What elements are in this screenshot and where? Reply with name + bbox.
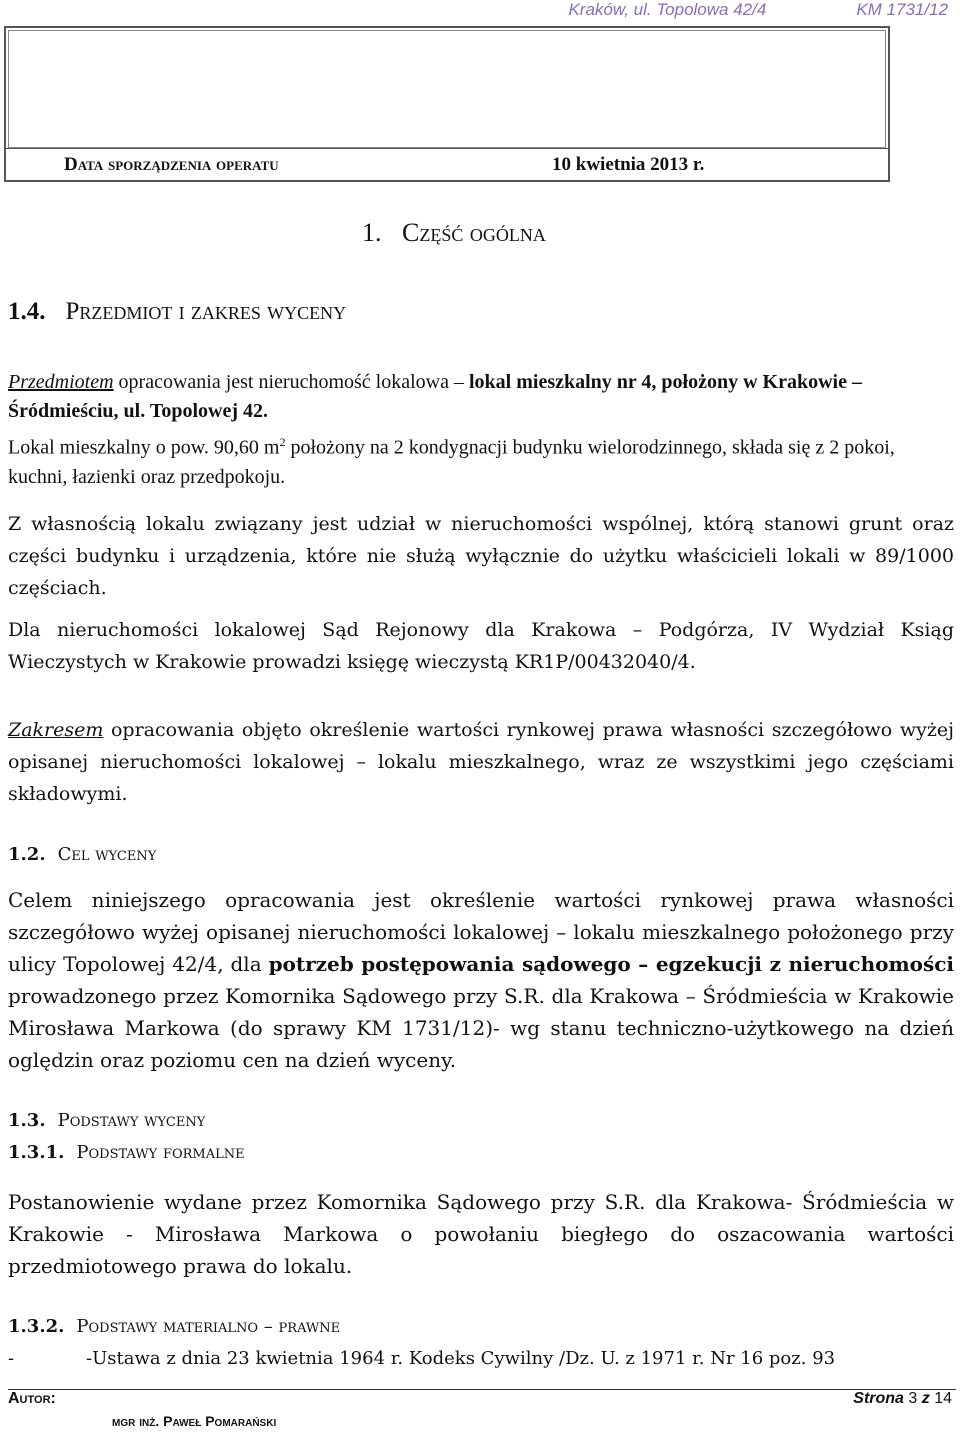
header-case-number: KM 1731/12 [856,0,948,19]
superscript: 2 [279,435,286,449]
paragraph-area [8,428,954,492]
subsection-number: 1.4. [8,298,46,325]
subsection-heading-1-3-2 [8,1316,340,1337]
subsection-title: Podstawy materialno – prawne [76,1316,341,1337]
paragraph-land-register: Dla nieruchomości lokalowej Sąd Rejonowy dla Krakowa – Podgórza, IV Wydział Ksiąg Wieczystych w Krakowie prowadzi księgę wieczystą KR1P/00432040/4. [8,619,954,673]
list-bullet: - [8,1348,15,1369]
section-heading [362,218,546,248]
paragraph-text: opracowania objęto określenie wartości rynkowej prawa własności szczegółowo wyżej opisanej nieruchomości lokalowej – lokalu mieszkalnego, wraz ze wszystkimi jego częściami składowymi. [8,719,954,805]
subsection-title: Przedmiot i zakres wyceny [65,298,347,325]
footer-page-number [853,1390,952,1408]
running-header [568,0,948,20]
paragraph-bold-text: lokal mieszkalny nr 4, położony w Krakowie – Śródmieściu, ul. Topolowej 42. [8,371,862,422]
section-number: 1. [362,218,382,247]
page-total: 14 [934,1390,952,1407]
subsection-number: 1.3.2. [8,1316,65,1337]
subsection-heading-1-3-1 [8,1142,245,1163]
footer-divider [8,1389,956,1390]
subsection-number: 1.3.1. [8,1142,65,1163]
footer-author-label: Autor: [8,1390,56,1407]
date-value: 10 kwietnia 2013 r. [552,154,705,175]
paragraph-text: Lokal mieszkalny o pow. 90,60 m [8,436,280,459]
section-title: Część ogólna [402,218,546,247]
subsection-number: 1.3. [8,1110,46,1131]
paragraph-bold-text: potrzeb postępowania sądowego – egzekucji z nieruchomości [268,952,954,976]
paragraph-ownership-share: Z własnością lokalu związany jest udział w nieruchomości wspólnej, którą stanowi grunt oraz części budynku i urządzenia, które nie służą wyłącznie do użytku właścicieli lokali w 89/1000 częściach. [8,513,954,599]
paragraph-text: prowadzonego przez Komornika Sądowego przy S.R. dla Krakowa – Śródmieścia w Krakowie Mirosława Markowa (do sprawy KM 1731/12)- wg stanu techniczno-użytkowego na dzień oględzin oraz poziomu cen na dzień wyceny. [8,984,954,1072]
footer-author-name: mgr inż. Paweł Pomarański [112,1413,277,1429]
title-frame [4,26,890,182]
law-list-item [8,1348,835,1369]
subsection-heading-1-4 [8,298,346,326]
subsection-heading-1-2 [8,844,156,865]
page-word: Strona [853,1390,904,1407]
subsection-heading-1-3 [8,1110,205,1131]
paragraph-scope [8,714,954,810]
subsection-title: Podstawy formalne [76,1142,245,1163]
header-address: Kraków, ul. Topolowa 42/4 [568,0,767,19]
page-current: 3 [908,1390,918,1407]
date-label: Data sporządzenia operatu [64,154,279,175]
subsection-title: Podstawy wyceny [57,1110,206,1131]
paragraph-text: opracowania jest nieruchomość lokalowa – [113,371,469,393]
paragraph-subject [8,368,954,426]
date-row [6,148,888,179]
paragraph-text: Celem niniejszego opracowania jest określenie wartości rynkowej prawa własności szczegółowo wyżej opisanej nieruchomości lokalowej – lokalu mieszkalnego położonego przy ulicy Topolowej 42/4, dla [8,888,954,976]
paragraph-text: położony na 2 kondygnacji budynku wielorodzinnego, składa się z 2 pokoi, kuchni, łazienki oraz przedpokoju. [8,436,895,488]
page-of: z [921,1390,930,1407]
title-frame-blank-area [8,30,886,148]
paragraph-lead-word: Zakresem [8,719,104,741]
subsection-number: 1.2. [8,844,46,865]
paragraph-formal-basis: Postanowienie wydane przez Komornika Sądowego przy S.R. dla Krakowa- Śródmieścia w Krakowie - Mirosława Markowa o powołaniu biegłego do oszacowania wartości przedmiotowego prawa do lokalu. [8,1190,954,1278]
paragraph-purpose [8,884,954,1076]
list-item-text: -Ustawa z dnia 23 kwietnia 1964 r. Kodeks Cywilny /Dz. U. z 1971 r. Nr 16 poz. 93 [86,1348,836,1369]
paragraph-lead-word: Przedmiotem [8,371,114,393]
subsection-title: Cel wyceny [57,844,157,865]
